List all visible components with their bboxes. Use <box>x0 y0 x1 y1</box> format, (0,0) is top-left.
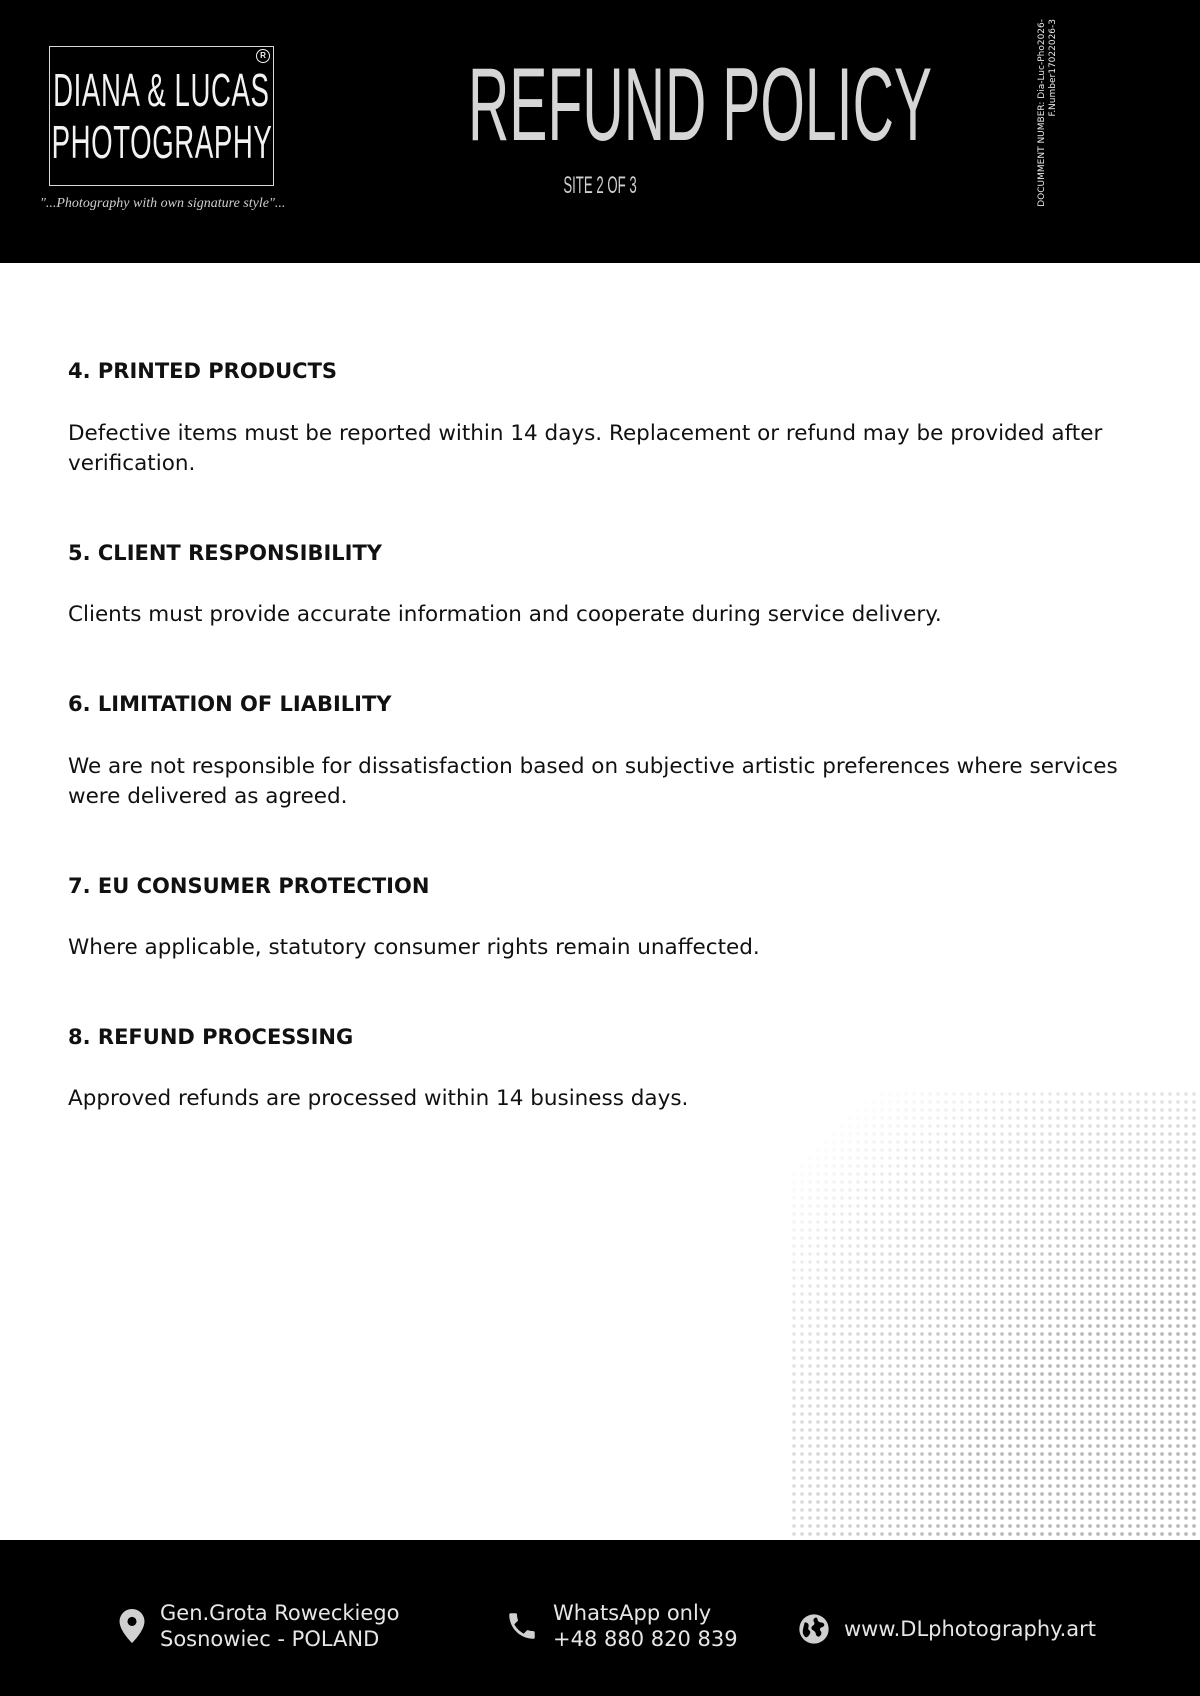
section-heading: 6. LIMITATION OF LIABILITY <box>68 692 392 716</box>
phone-icon <box>505 1609 539 1643</box>
document-number-line-1: DOCUMMENT NUMBER: Dia-Luc-Pho2026- <box>1037 19 1047 207</box>
section-body: We are not responsible for dissatisfaction based on subjective artistic preferences where services were delivered as agreed. <box>68 754 1118 809</box>
address-contact <box>118 1600 399 1652</box>
registered-mark-icon: R <box>256 49 270 63</box>
location-pin-icon <box>118 1609 146 1643</box>
section-body: Clients must provide accurate information and cooperate during service delivery. <box>68 602 942 627</box>
document-number-line-2: F.Number17022026-3 <box>1048 19 1058 117</box>
page-footer <box>0 1540 1200 1696</box>
halftone-dot-pattern <box>790 1090 1200 1540</box>
website-link[interactable]: www.DLphotography.art <box>844 1617 1097 1641</box>
address-line-2: Sosnowiec - POLAND <box>160 1627 380 1651</box>
section-heading: 7. EU CONSUMER PROTECTION <box>68 874 430 898</box>
logo-tagline: "...Photography with own signature style"... <box>40 196 286 211</box>
document-number <box>1037 19 1059 239</box>
logo-line-1: DIANA & LUCAS <box>53 64 270 116</box>
brand-logo <box>49 46 274 186</box>
page-indicator: SITE 2 OF 3 <box>563 172 637 199</box>
phone-contact <box>505 1600 738 1652</box>
logo-line-2: PHOTOGRAPHY <box>51 116 272 168</box>
section-body: Defective items must be reported within 14 days. Replacement or refund may be provided after verification. <box>68 421 1103 476</box>
globe-icon <box>798 1613 830 1645</box>
section-body: Where applicable, statutory consumer rights remain unaffected. <box>68 935 760 960</box>
section-heading: 8. REFUND PROCESSING <box>68 1025 354 1049</box>
page-title: REFUND POLICY <box>468 47 933 163</box>
phone-number[interactable]: +48 880 820 839 <box>553 1627 738 1651</box>
section-heading: 4. PRINTED PRODUCTS <box>68 359 338 383</box>
phone-line-1: WhatsApp only <box>553 1601 712 1625</box>
section-heading: 5. CLIENT RESPONSIBILITY <box>68 541 383 565</box>
page-header <box>0 0 1200 263</box>
address-line-1: Gen.Grota Roweckiego <box>160 1601 400 1625</box>
section-body: Approved refunds are processed within 14 business days. <box>68 1086 689 1111</box>
website-contact <box>798 1613 1096 1645</box>
